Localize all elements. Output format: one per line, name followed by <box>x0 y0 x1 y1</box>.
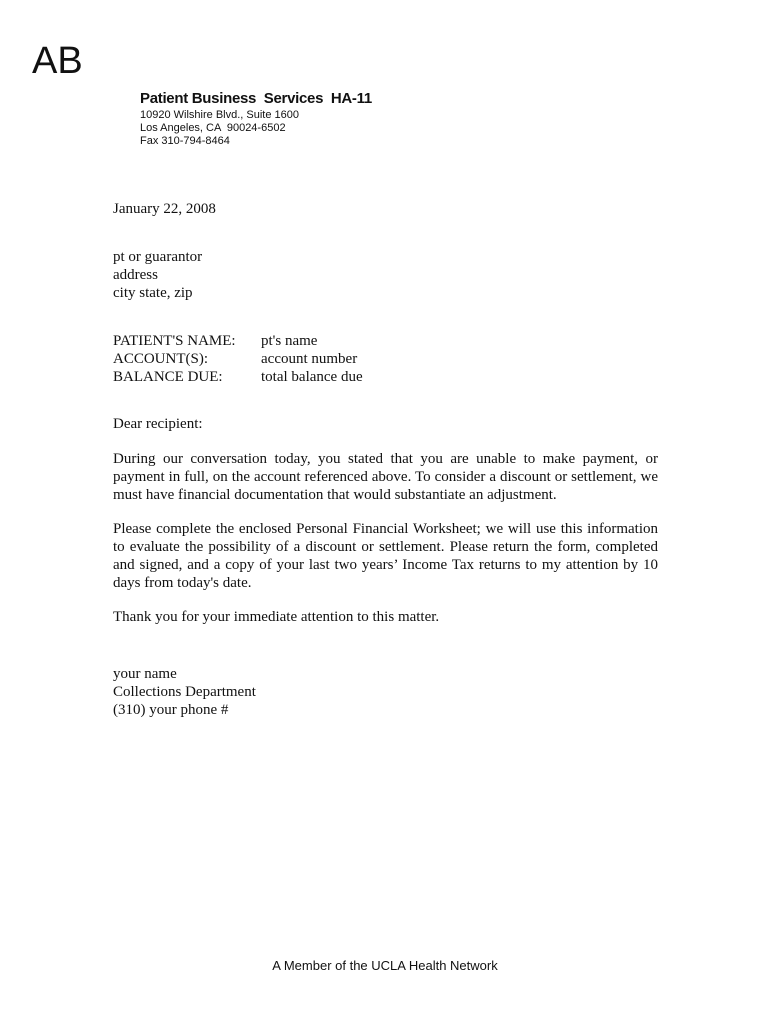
letterhead-address-line-2: Los Angeles, CA 90024-6502 <box>140 122 286 134</box>
body-paragraph-1: During our conversation today, you stated that you are unable to make payment, or payment in full, on the account referenced above. To consider a discount or settlement, we must have financial documentation that would substantiate an adjustment. <box>113 451 658 503</box>
signature-department: Collections Department <box>113 684 256 700</box>
recipient-block <box>113 248 202 302</box>
body-paragraph-3: Thank you for your immediate attention to this matter. <box>113 609 440 625</box>
field-value: pt's name <box>261 333 318 349</box>
field-label: PATIENT'S NAME: <box>113 333 236 349</box>
letterhead-address-line-1: 10920 Wilshire Blvd., Suite 1600 <box>140 109 299 121</box>
recipient-city: city state, zip <box>113 285 193 301</box>
letterhead-fax: Fax 310-794-8464 <box>140 135 230 147</box>
letterhead <box>140 90 372 148</box>
signature-phone: (310) your phone # <box>113 702 229 718</box>
field-label: ACCOUNT(S): <box>113 351 209 367</box>
field-row-account <box>113 350 363 368</box>
recipient-address: address <box>113 267 158 283</box>
recipient-name: pt or guarantor <box>113 249 203 265</box>
salutation: Dear recipient: <box>113 416 203 432</box>
letter-date: January 22, 2008 <box>113 201 216 217</box>
signature-block <box>113 665 256 719</box>
signature-name: your name <box>113 666 177 682</box>
letterhead-title: Patient Business Services HA-11 <box>140 90 372 107</box>
body-paragraph-2: Please complete the enclosed Personal Financial Worksheet; we will use this information to evaluate the possibility of a discount or settlement. Please return the form, completed and signed, and a copy of your last two years’ Income Tax returns to my attention by 10 days from today's date. <box>113 521 658 591</box>
field-value: account number <box>261 351 358 367</box>
field-row-balance-due <box>113 368 363 386</box>
field-label: BALANCE DUE: <box>113 369 223 385</box>
footer-text: A Member of the UCLA Health Network <box>272 958 498 973</box>
letter-body <box>113 415 658 642</box>
field-row-patient-name <box>113 332 363 350</box>
account-fields <box>113 332 363 386</box>
logo-text: AB <box>32 40 83 82</box>
field-value: total balance due <box>261 369 363 385</box>
